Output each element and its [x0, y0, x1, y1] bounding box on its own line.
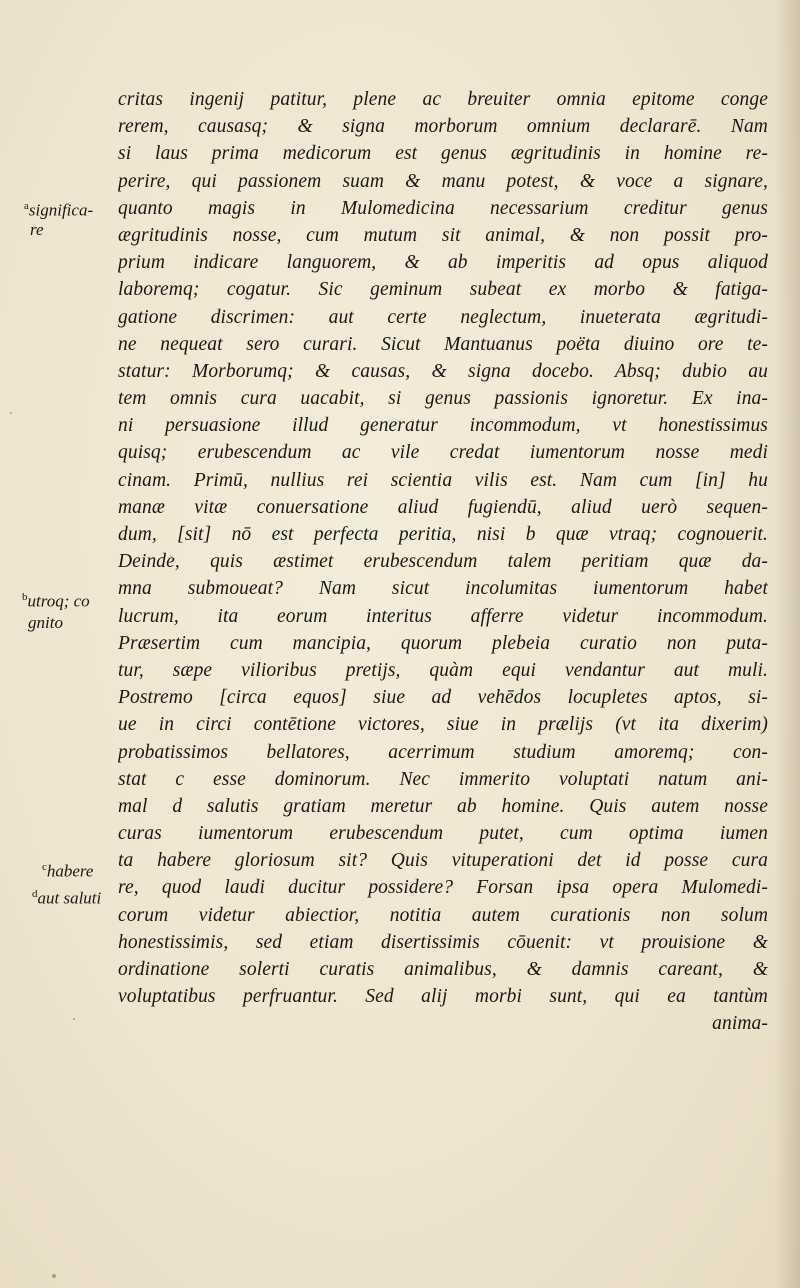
text-line: lucrum, ita eorum interitus afferre videtur incommodum. [118, 605, 768, 627]
note-mark: d [32, 888, 38, 900]
text-line: tur, sæpe vilioribus pretijs, quàm equi vendantur aut muli. [118, 659, 768, 681]
text-line: tem omnis cura uacabit, si genus passionis ignoretur. Ex ina- [118, 388, 768, 410]
text-line: mna submoueat? Nam sicut incolumitas iumentorum habet [118, 578, 768, 600]
text-line: re, quod laudi ducitur possidere? Forsan ipsa opera Mulomedi- [118, 877, 768, 899]
main-text-block [118, 86, 768, 1038]
note-text: gnito [28, 613, 63, 632]
margin-note-b [22, 587, 90, 612]
text-line: laboremq; cogatur. Sic geminum subeat ex morbo & fatiga- [118, 279, 768, 301]
text-line: mal d salutis gratiam meretur ab homine. Quis autem nosse [118, 795, 768, 817]
text-line: honestissimis, sed etiam disertissimis cōuenit: vt prouisione & [118, 931, 768, 953]
text-line: voluptatibus perfruantur. Sed alij morbi sunt, qui ea tantùm [118, 986, 768, 1008]
text-line: Deinde, quis æstimet erubescendum talem peritiam quæ da- [118, 551, 768, 573]
text-line: stat c esse dominorum. Nec immerito voluptati natum ani- [118, 768, 768, 790]
margin-note-a-cont [30, 220, 44, 240]
text-line: cinam. Primū, nullius rei scientia vilis est. Nam cum [in] hu [118, 469, 768, 491]
note-text: aut saluti [37, 888, 102, 908]
text-line: curas iumentorum erubescendum putet, cum optima iumen [118, 823, 768, 845]
margin-note-d [32, 884, 101, 909]
text-line: ue in circi contētione victores, siue in prælijs (vt ita dixerim) [118, 714, 768, 736]
speck [10, 412, 12, 414]
text-line: manæ vitæ conuersatione aliud fugiendū, aliud uerò sequen- [118, 496, 768, 518]
text-line: perire, qui passionem suam & manu potest, & voce a signare, [118, 170, 768, 192]
text-line: Postremo [circa equos] siue ad vehēdos locupletes aptos, si- [118, 687, 768, 709]
page-edge-shadow [774, 0, 800, 1288]
margin-note-a [24, 196, 93, 221]
text-line: quisq; erubescendum ac vile credat iumentorum nosse medi [118, 442, 768, 464]
note-text: utroq; co [27, 591, 90, 611]
text-line: critas ingenij patitur, plene ac breuiter omnia epitome conge [118, 89, 768, 110]
text-line: ordinatione solerti curatis animalibus, & damnis careant, & [118, 959, 768, 980]
note-text: re [30, 220, 44, 239]
note-text: significa- [28, 200, 94, 220]
text-line: si laus prima medicorum est genus ægritudinis in homine re- [118, 143, 768, 165]
text-line: corum videtur abiectior, notitia autem curationis non solum [118, 904, 768, 926]
text-line: Præsertim cum mancipia, quorum plebeia curatio non puta- [118, 632, 768, 654]
note-text: habere [46, 861, 94, 881]
note-mark: a [24, 200, 29, 212]
margin-note-c [42, 857, 93, 882]
catchword: anima- [712, 1013, 768, 1035]
text-line: quanto magis in Mulomedicina necessarium creditur genus [118, 197, 768, 219]
text-line: ni persuasione illud generatur incommodum, vt honestissimus [118, 415, 768, 437]
note-mark: c [42, 861, 47, 873]
text-line: rerem, causasq; & signa morborum omnium declararē. Nam [118, 116, 768, 138]
text-line: probatissimos bellatores, acerrimum studium amoremq; con- [118, 741, 768, 763]
speck [73, 1018, 75, 1020]
text-line: ægritudinis nosse, cum mutum sit animal, & non possit pro- [118, 224, 768, 246]
margin-note-b-cont [28, 613, 63, 633]
text-line: dum, [sit] nō est perfecta peritia, nisi b quæ vtraq; cognouerit. [118, 524, 768, 545]
text-line: ne nequeat sero curari. Sicut Mantuanus poëta diuino ore te- [118, 333, 768, 355]
text-line: ta habere gloriosum sit? Quis vituperationi det id posse cura [118, 850, 768, 872]
text-line: prium indicare languorem, & ab imperitis ad opus aliquod [118, 252, 768, 274]
speck [52, 1274, 56, 1278]
note-mark: b [22, 591, 28, 603]
margin-notes [0, 0, 130, 1288]
text-line: gatione discrimen: aut certe neglectum, inueterata ægritudi- [118, 306, 768, 328]
text-line: statur: Morborumq; & causas, & signa docebo. Absq; dubio au [118, 360, 768, 382]
